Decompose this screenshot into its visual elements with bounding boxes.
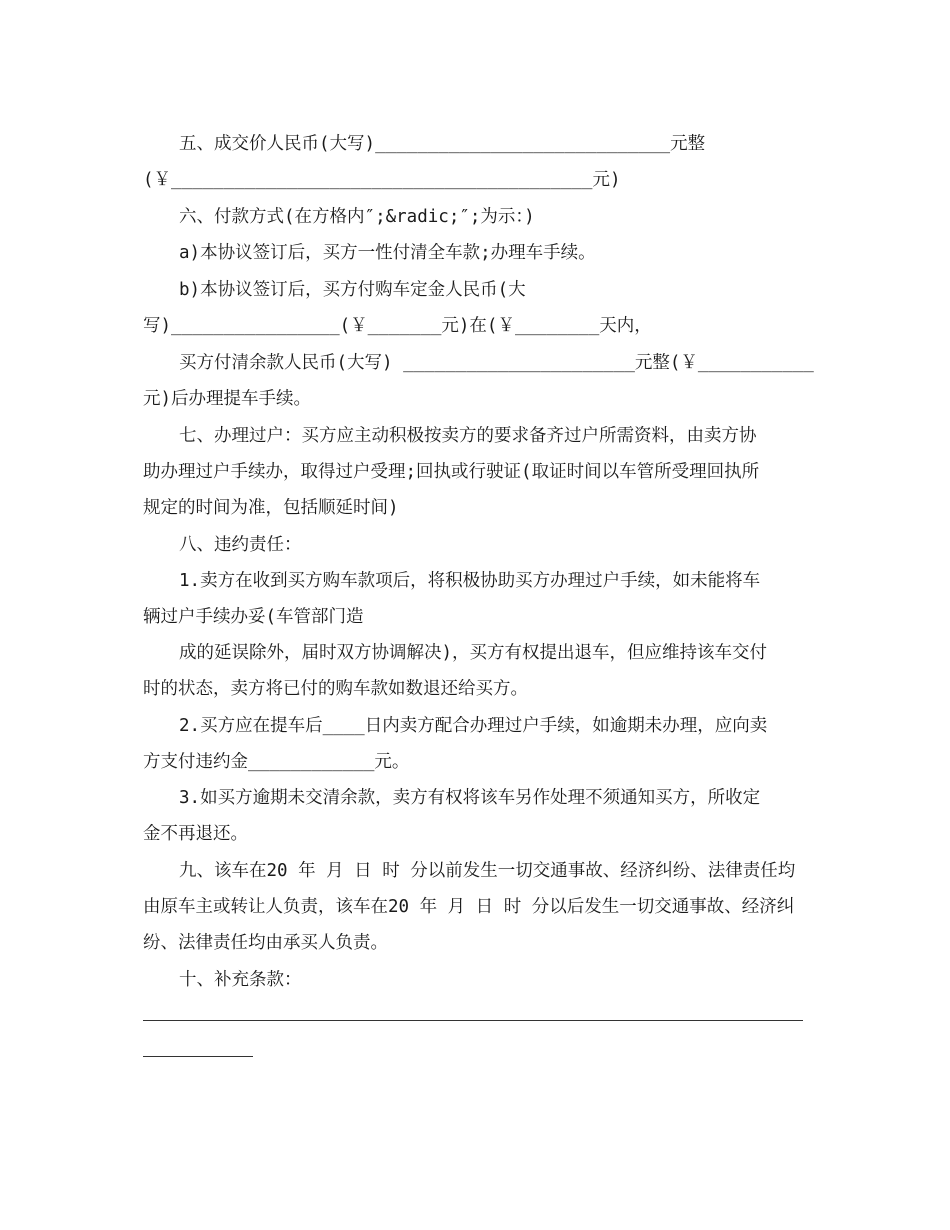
clause-8-item-3: 3.如买方逾期未交清余款，卖方有权将该车另作处理不须通知买方，所收定 bbox=[179, 788, 761, 808]
clause-8-heading: 八、违约责任： bbox=[179, 535, 302, 555]
clause-8-item-1-cont3: 时的状态，卖方将已付的购车款如数退还给买方。 bbox=[143, 679, 528, 699]
clause-6-option-b-cont: 写)________________(￥_______元)在(￥________天内， bbox=[143, 316, 652, 336]
clause-5-price-numeric: (￥________________________________________元) bbox=[143, 170, 621, 190]
clause-7-transfer-cont1: 助办理过户手续办，取得过户受理;回执或行驶证(取证时间以车管所受理回执所 bbox=[143, 462, 760, 482]
clause-10-supplementary: 十、补充条款： bbox=[179, 970, 302, 990]
clause-8-item-2-cont: 方支付违约金____________元。 bbox=[143, 752, 410, 772]
clause-8-item-1: 1.卖方在收到买方购车款项后，将积极协助买方办理过户手续，如未能将车 bbox=[179, 571, 761, 591]
clause-7-transfer-cont2: 规定的时间为准，包括顺延时间) bbox=[143, 498, 399, 518]
clause-6-heading: 六、付款方式(在方格内″;&radic;″;为示：) bbox=[179, 207, 535, 227]
clause-9-liability-cont1: 由原车主或转让人负责，该车在20 年 月 日 时 分以后发生一切交通事故、经济纠 bbox=[143, 897, 795, 917]
clause-6-balance-cont: 元)后办理提车手续。 bbox=[143, 389, 312, 409]
clause-8-item-2: 2.买方应在提车后____日内卖方配合办理过户手续，如逾期未办理，应向卖 bbox=[179, 716, 768, 736]
clause-8-item-3-cont: 金不再退还。 bbox=[143, 824, 248, 844]
clause-8-item-1-cont1: 辆过户手续办妥(车管部门造 bbox=[143, 607, 364, 627]
clause-6-option-b: b)本协议签订后，买方付购车定金人民币(大 bbox=[179, 280, 526, 300]
clause-9-liability: 九、该车在20 年 月 日 时 分以前发生一切交通事故、经济纠纷、法律责任均 bbox=[179, 861, 796, 881]
clause-9-liability-cont2: 纷、法律责任均由承买人负责。 bbox=[143, 933, 388, 953]
clause-8-item-1-cont2: 成的延误除外，届时双方协调解决)，买方有权提出退车，但应维持该车交付 bbox=[179, 643, 768, 663]
clause-5-price-line: 五、成交价人民币(大写)____________________________元整 bbox=[179, 134, 706, 154]
supplementary-blank-line-1 bbox=[143, 1020, 803, 1021]
clause-6-option-a: a)本协议签订后，买方一性付清全车款;办理车手续。 bbox=[179, 243, 596, 263]
clause-6-balance: 买方付清余款人民币(大写) ______________________元整(￥___________ bbox=[179, 353, 814, 373]
supplementary-blank-line-2 bbox=[143, 1056, 253, 1057]
clause-7-transfer: 七、办理过户：买方应主动积极按卖方的要求备齐过户所需资料，由卖方协 bbox=[179, 426, 757, 446]
